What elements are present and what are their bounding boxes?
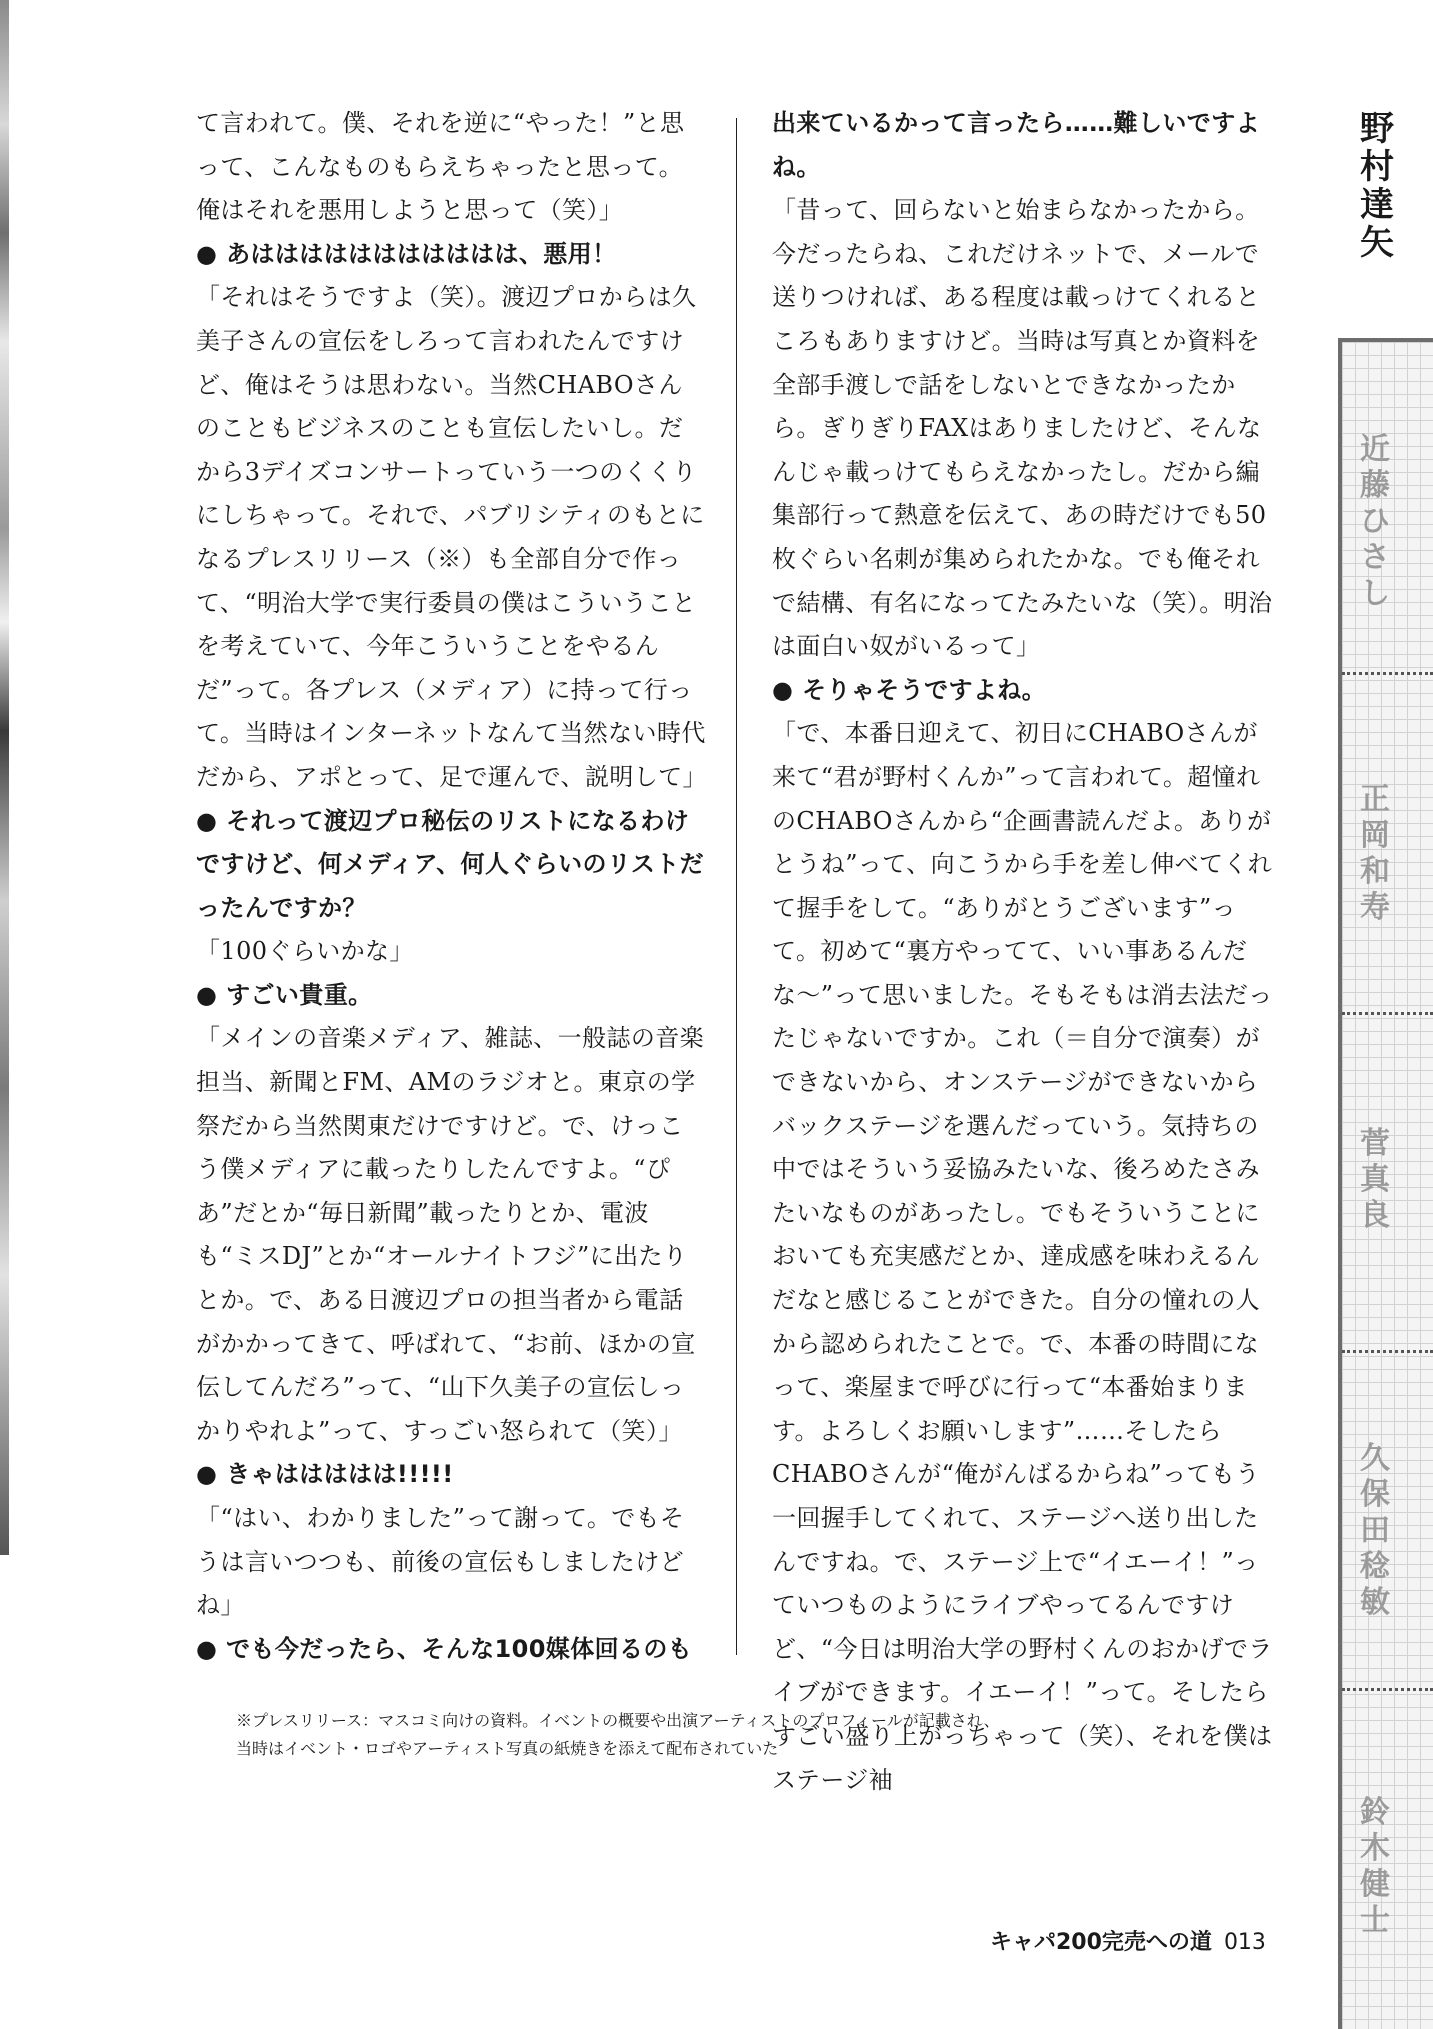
book-title: キャパ200完売への道 bbox=[990, 1930, 1212, 1955]
interviewee-answer: て言われて。僕、それを逆に“やった！”と思って、こんなものもらえちゃったと思って。俺はそれを悪用しようと思って（笑）」 bbox=[196, 109, 685, 225]
interviewer-question: ● あははははははははははは、悪用！ bbox=[196, 239, 617, 268]
column-divider bbox=[736, 118, 737, 1655]
footnote-line: 当時はイベント・ロゴやアーティスト写真の紙焼きを添えて配布されていた bbox=[236, 1739, 779, 1758]
photo-edge-strip bbox=[0, 0, 9, 1555]
tab-divider bbox=[1342, 1688, 1433, 1691]
left-text-column bbox=[196, 102, 706, 1671]
interviewer-question: 出来ているかって言ったら……難しいですよね。 bbox=[772, 109, 1260, 181]
tab-name-kan[interactable]: 菅 真良 bbox=[1360, 1126, 1390, 1233]
footnote bbox=[236, 1707, 1136, 1763]
interviewer-question: ● きゃははははは!!!!! bbox=[196, 1460, 454, 1489]
tab-name-masaoka[interactable]: 正岡和寿 bbox=[1360, 782, 1390, 925]
interviewee-answer: 「100ぐらいかな」 bbox=[196, 937, 414, 966]
interviewer-question: ● そりゃそうですよね。 bbox=[772, 675, 1047, 704]
footnote-line: ※プレスリリース：マスコミ向けの資料。イベントの概要や出演アーティストのプロフィールが記載され、 bbox=[236, 1711, 1000, 1730]
tab-name-suzuki[interactable]: 鈴木健士 bbox=[1360, 1795, 1390, 1938]
interviewee-answer: 「で、本番日迎えて、初日にCHABOさんが来て“君が野村くんか”って言われて。超憧れのCHABOさんから“企画書読んだよ。ありがとうね”って、向こうから手を差し伸べてくれて握手をして。“ありがとうございます”って。初めて“裏方やってて、いい事あるんだな〜”って思いました。そもそもは消去法だったじゃないですか。これ（＝自分で演奏）ができないから、オンステージができないからバックステージを選んだっていう。気持ちの中ではそういう妥協みたいな、後ろめたさみたいなものがあったし。でもそういうことにおいても充実感だとか、達成感を味わえるんだなと感じることができた。自分の憧れの人から認められたことで。で、本番の時間になって、楽屋まで呼びに行って“本番始まります。よろしくお願いします”……そしたらCHABOさんが“俺がんばるからね”ってもう一回握手してくれて、ステージへ送り出したんですね。で、ステージ上で“イエーイ！”っていつものようにライブやってるんですけど、“今日は明治大学の野村くんのおかげでライブができます。イエーイ！”って。そしたらすごい盛り上がっちゃって（笑）、それを僕はステージ袖 bbox=[772, 719, 1273, 1794]
interviewer-question: ● でも今だったら、そんな100媒体回るのも bbox=[196, 1634, 693, 1663]
current-interviewee-name: 野村達矢 bbox=[1360, 109, 1394, 263]
page-number: 013 bbox=[1223, 1930, 1266, 1955]
page-footer bbox=[990, 1925, 1266, 1956]
tab-name-kondo[interactable]: 近藤ひさし bbox=[1360, 432, 1390, 611]
interviewer-question: ● それって渡辺プロ秘伝のリストになるわけですけど、何メディア、何人ぐらいのリストだったんですか？ bbox=[196, 806, 705, 922]
tab-divider bbox=[1342, 1012, 1433, 1015]
interviewee-answer: 「“はい、わかりました”って謝って。でもそうは言いつつも、前後の宣伝もしましたけどね」 bbox=[196, 1504, 685, 1620]
interviewer-question: ● すごい貴重。 bbox=[196, 980, 373, 1009]
interviewee-answer: 「昔って、回らないと始まらなかったから。今だったらね、これだけネットで、メールで送りつければ、ある程度は載っけてくれるところもありますけど。当時は写真とか資料を全部手渡しで話をしないとできなかったから。ぎりぎりFAXはありましたけど、そんなんじゃ載っけてもらえなかったし。だから編集部行って熱意を伝えて、あの時だけでも50枚ぐらい名刺が集められたかな。でも俺それで結構、有名になってたみたいな（笑）。明治は面白い奴がいるって」 bbox=[772, 196, 1273, 661]
right-text-column bbox=[772, 102, 1282, 1802]
tab-name-kubota[interactable]: 久保田稔敏 bbox=[1360, 1441, 1390, 1620]
interviewee-answer: 「それはそうですよ（笑）。渡辺プロからは久美子さんの宣伝をしろって言われたんですけど、俺はそうは思わない。当然CHABOさんのこともビジネスのことも宣伝したいし。だから3デイズコンサートっていう一つのくくりにしちゃって。それで、パブリシティのもとになるプレスリリース（※）も全部自分で作って、“明治大学で実行委員の僕はこういうことを考えていて、今年こういうことをやるんだ”って。各プレス（メディア）に持って行って。当時はインターネットなんて当然ない時代だから、アポとって、足で運んで、説明して」 bbox=[196, 283, 707, 791]
tab-divider bbox=[1342, 672, 1433, 675]
interviewee-answer: 「メインの音楽メディア、雑誌、一般誌の音楽担当、新聞とFM、AMのラジオと。東京の学祭だから当然関東だけですけど。で、けっこう僕メディアに載ったりしたんですよ。“ぴあ”だとか“毎日新聞”載ったりとか、電波も“ミスDJ”とか“オールナイトフジ”に出たりとか。で、ある日渡辺プロの担当者から電話がかかってきて、呼ばれて、“お前、ほかの宣伝してんだろ”って、“山下久美子の宣伝しっかりやれよ”って、すっごい怒られて（笑）」 bbox=[196, 1024, 705, 1445]
tab-divider bbox=[1342, 1350, 1433, 1353]
